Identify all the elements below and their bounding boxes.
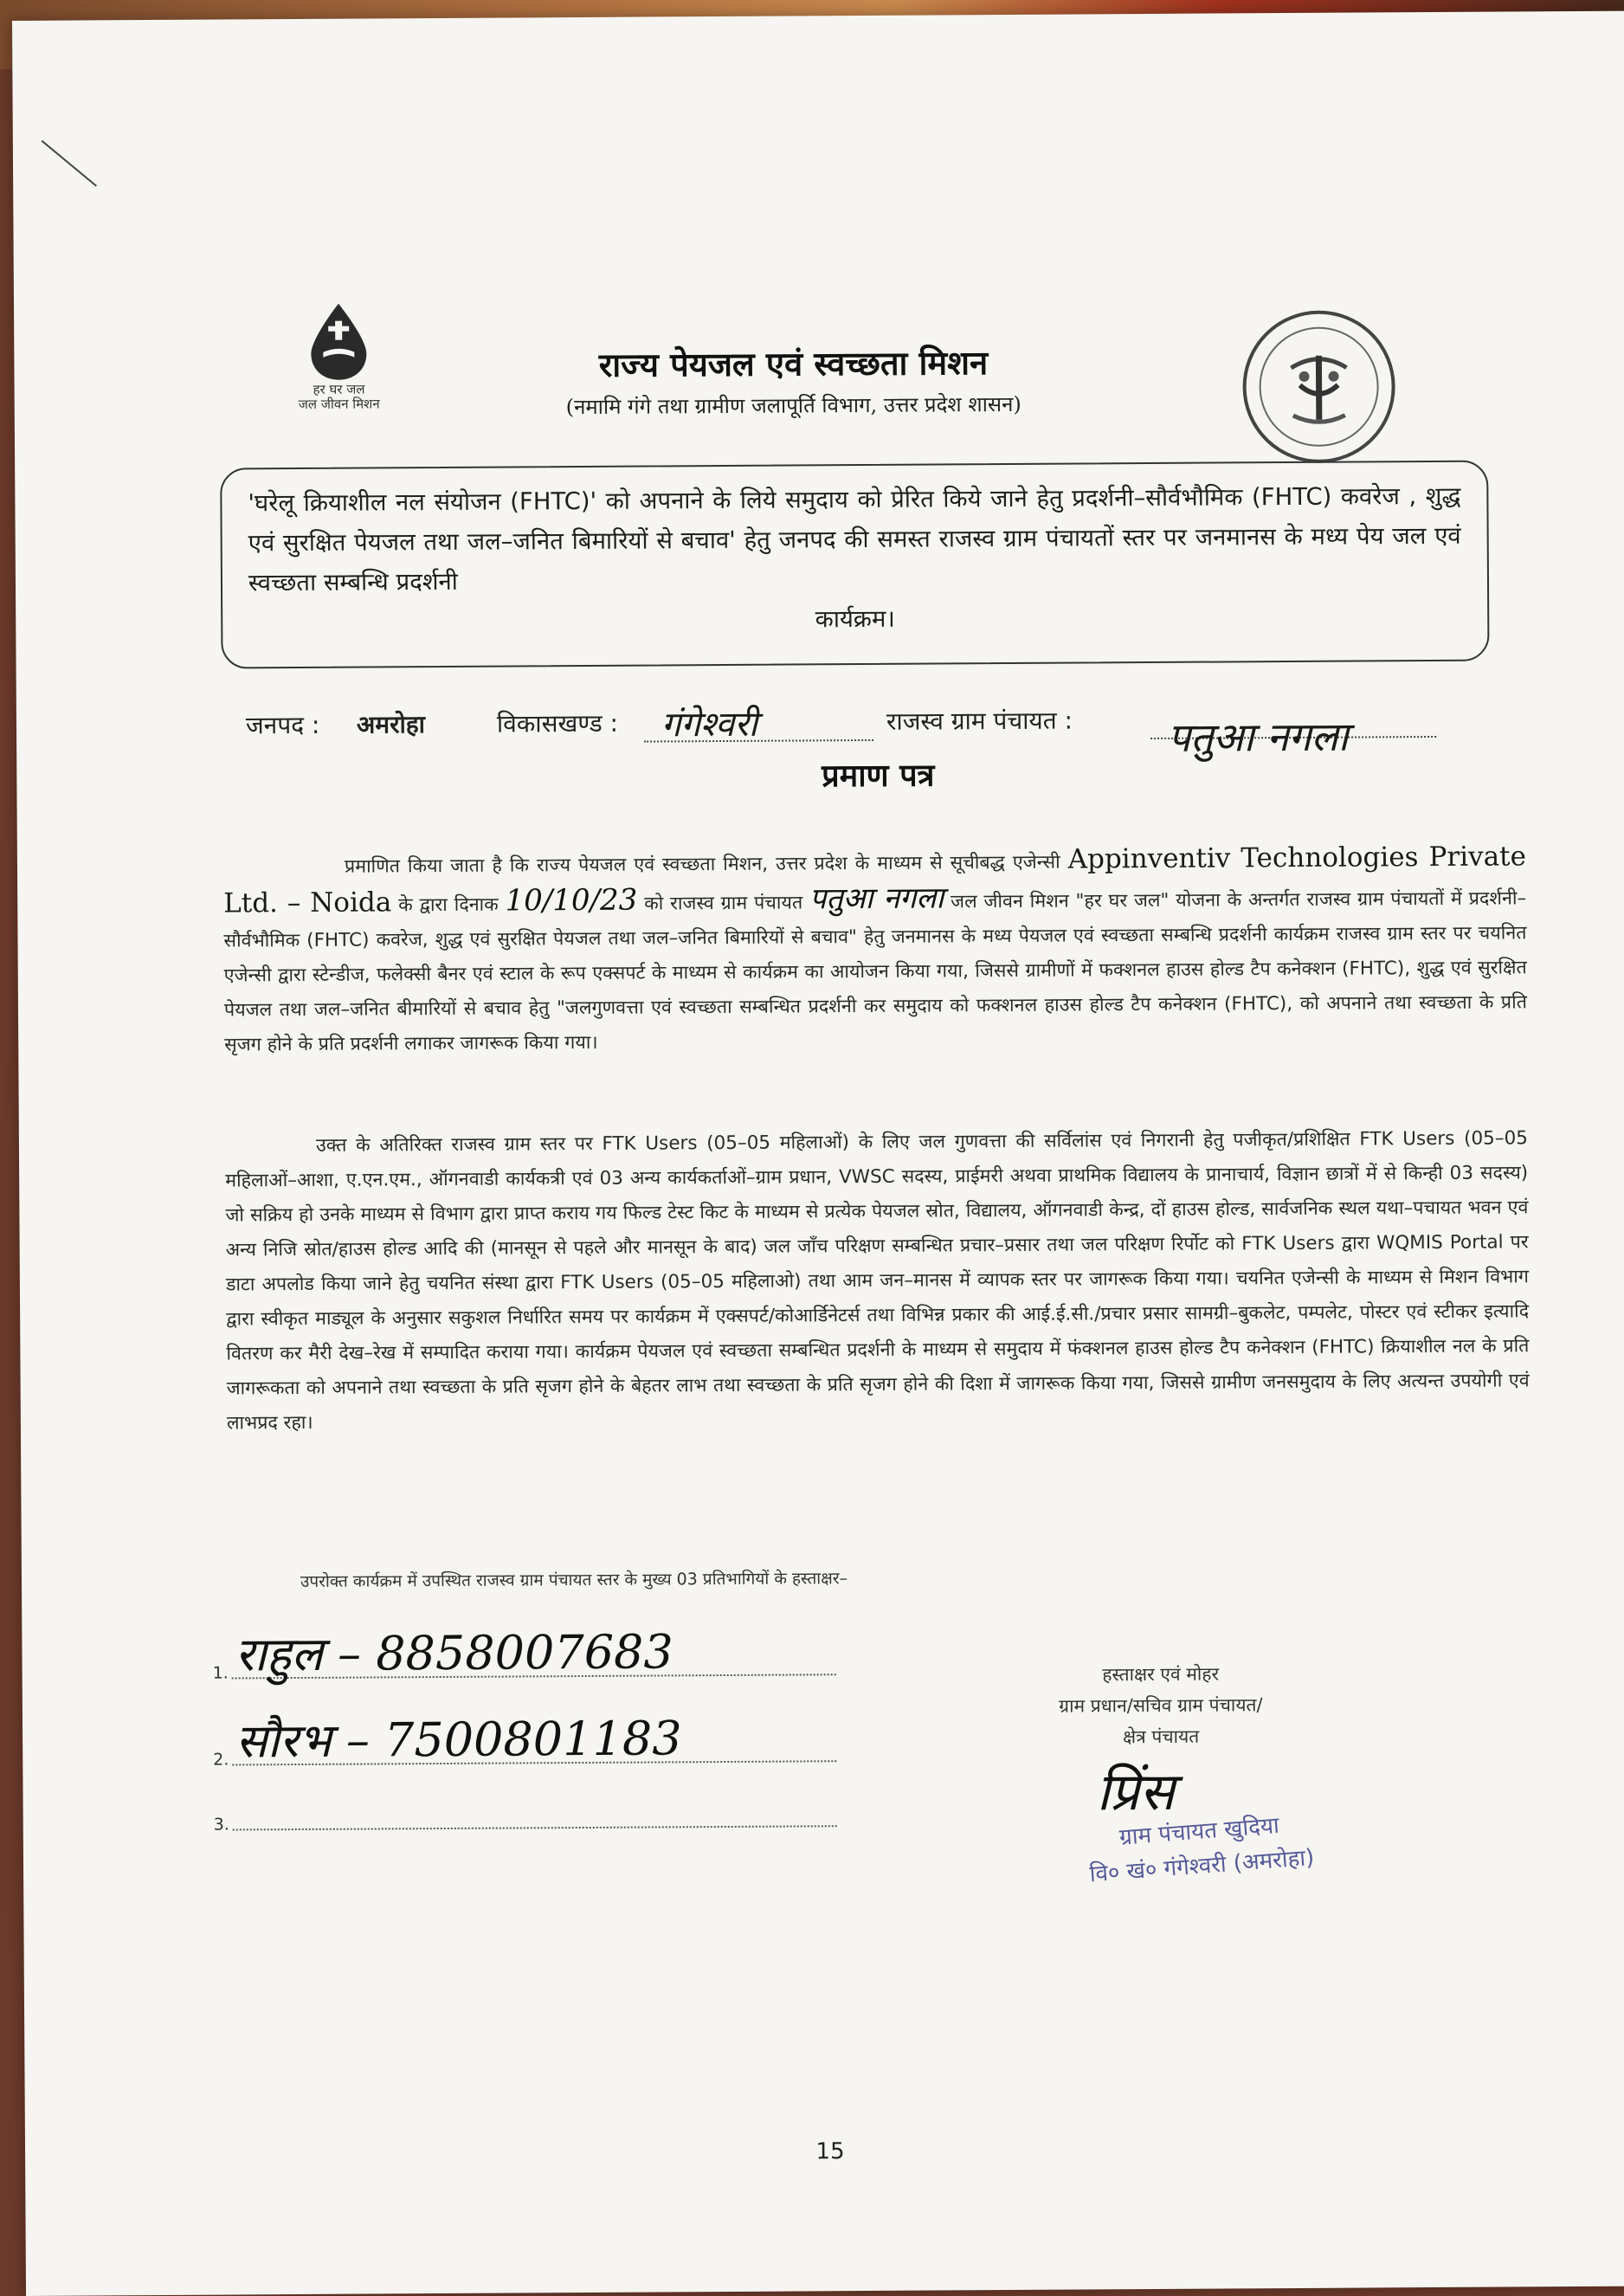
location-fields <box>246 701 1458 761</box>
certificate-paragraph-2: उक्त के अतिरिक्त राजस्व ग्राम स्तर पर FTK Users (05–05 महिलाओं) के लिए जल गुणवत्ता की सर्विलांस एवं निगरानी हेतु पजीकृत/प्रशिक्षित FTK Users (05–05 महिलाओं–आशा, ए.एन.एम., ऑगनवाडी कार्यकत्री एवं 03 अन्य कार्यकर्ताओं–ग्राम प्रधान, VWSC सदस्य, प्राईमरी अथवा प्राथमिक विद्यालय के प्रानाचार्य, विज्ञान छात्रों में से किन्ही 03 सदस्य) जो सक्रिय हो उनके माध्यम से विभाग द्वारा प्राप्त कराय गय फिल्ड टेस्ट किट के माध्यम से प्रत्येक पेयजल स्रोत, विद्यालय, ऑगनवाडी केन्द्र, दों हाउस होल्ड, सार्वजनिक स्थल यथा–पचायत भवन एवं अन्य निजि स्रोत/हाउस होल्ड आदि की (मानसून से पहले और मानसून के बाद) जल जाँच परिक्षण सम्बन्धित प्रचार–प्रसार तथा जल परिक्षण रिर्पोट को FTK Users द्वारा WQMIS Portal पर डाटा अपलोड किया जाने हेतु चयनित संस्था द्वारा FTK Users (05–05 महिलाओ) तथा आम जन–मानस में व्यापक स्तर पर जागरूक किया गया। चयनित एजेन्सी के माध्यम से मिशन विभाग द्वारा स्वीकृत माड्यूल के अनुसार सकुशल निर्धारित समय पर कार्यक्रम में एक्सपर्ट/कोआर्डिनेटर्स तथा विभिन्न प्रकार की आई.ई.सी./प्रचार प्रसार सामग्री–बुकलेट, पम्पलेट, पोस्टर एवं स्टीकर इत्यादि वितरण कर मैरी देख–रेख में सम्पादित कराया गया। कार्यक्रम पेयजल एवं स्वच्छता सम्बन्धित प्रदर्शनी के माध्यम से समुदाय में फंक्शनल हाउस होल्ड टैप कनेक्शन (FHTC) क्रियाशील नल के प्रति जागरूकता को अपनाने तथा स्वच्छता के प्रति सृजग होने के बेहतर लाभ तथा स्वच्छता के प्रति सृजग होने की दिशा में जागरूक किया गया, जिससे ग्रामीण जनसमुदाय के लिए अत्यन्त उपयोगी एवं लाभप्रद रहा। <box>225 1127 1530 1435</box>
agency-name: Appinventiv Technologies Private Ltd. – Noida <box>223 841 1527 919</box>
para1-part4: जल जीवन मिशन "हर घर जल" योजना के अन्तर्गत राजस्व ग्राम पंचायतों में प्रदर्शनी–सौर्वभौमिक (FHTC) कवरेज, शुद्ध एवं सुरक्षित पेयजल तथा जल–जनित बिमारियों से बचाव" हेतु जनमानस के मध्य पेयजल एवं स्वच्छता सम्बन्धि प्रदर्शनी कार्यक्रम राजस्व ग्राम स्तर पर चयनित एजेन्सी द्वारा स्टेन्डीज, फलेक्सी बैनर एवं स्टाल के रूप एक्सपर्ट के माध्यम से कार्यक्रम का आयोजन किया गया, जिससे ग्रामीणों में फक्शनल हाउस होल्ड टैप कनेक्शन (FHTC), शुद्ध एवं सुरक्षित पेयजल तथा जल–जनित बीमारियों से बचाव हेतु "जलगुणवत्ता एवं स्वच्छता सम्बन्धित प्रदर्शनी कर समुदाय को फक्शनल हाउस होल्ड टैप कनेक्शन (FHTC), को अपनाने तथा स्वच्छता के प्रति सृजग होने के प्रति प्रदर्शनी लगाकर जागरूक किया गया। <box>223 887 1528 1056</box>
logo-text: हर घर जल जल जीवन मिशन <box>298 381 380 412</box>
handwritten-signature: सौरभ – 7500801183 <box>235 1711 682 1769</box>
page-number: 15 <box>815 2138 845 2165</box>
subject-text: 'घरेलू क्रियाशील नल संयोजन (FHTC)' को अपनाने के लिये समुदाय को प्रेरित किये जाने हेतु प्रदर्शनी–सौर्वभौमिक (FHTC) कवरेज , शुद्ध एवं सुरक्षित पेयजल तथा जल–जनित बिमारियों से बचाव' हेतु जनपद की समस्त राजस्व ग्राम पंचायतों स्तर पर जनमानस के मध्य पेय जल एवं स्वच्छता सम्बन्धि प्रदर्शनी <box>248 481 1461 597</box>
certificate-title: प्रमाण पत्र <box>822 758 935 795</box>
para1-part2: के द्वारा दिनाक <box>398 893 499 917</box>
signature-number: 2. <box>213 1750 229 1770</box>
participant-signature-1 <box>212 1622 922 1687</box>
block-label: विकासखण्ड : <box>496 708 619 738</box>
para1-part1: प्रमाणित किया जाता है कि राज्य पेयजल एवं स्वच्छता मिशन, उत्तर प्रदेश के माध्यम से सूचीबद्ध एजेन्सी <box>344 851 1060 878</box>
participants-intro: उपरोक्त कार्यक्रम में उपस्थित राजस्व ग्राम पंचायत स्तर के मुख्य 03 प्रतिभागियों के हस्ताक्षर– <box>300 1569 848 1591</box>
block-handwritten-value: गंगेश्वरी <box>661 704 758 745</box>
stamp-line-2: वि० खं० गंगेश्वरी (अमरोहा) <box>1088 1844 1316 1888</box>
signature-dotted-line <box>233 1825 837 1830</box>
up-government-emblem <box>1239 306 1400 468</box>
har-ghar-jal-logo <box>282 300 396 430</box>
district-label: जनपद : <box>245 710 320 740</box>
page-title: राज्य पेयजल एवं स्वच्छता मिशन <box>598 343 989 384</box>
signatory-line-1: हस्ताक्षर एवं मोहर <box>1102 1663 1220 1686</box>
page-subtitle: (नमामि गंगे तथा ग्रामीण जलापूर्ति विभाग, उत्तर प्रदेश शासन) <box>565 391 1021 420</box>
document-page <box>12 11 1624 2296</box>
signatory-line-2: ग्राम प्रधान/सचिव ग्राम पंचायत/ <box>1059 1694 1263 1717</box>
signatory-block <box>975 1658 1348 1754</box>
pradhan-signature: प्रिंस <box>1096 1761 1175 1823</box>
panchayat-label: राजस्व ग्राम पंचायत : <box>886 706 1073 736</box>
signature-number: 3. <box>213 1815 229 1835</box>
participant-signature-3 <box>213 1773 923 1838</box>
signature-number: 1. <box>212 1663 229 1683</box>
emblem-seal-icon <box>1239 306 1400 468</box>
certificate-paragraph-1 <box>223 839 1527 1062</box>
handwritten-date: 10/10/23 <box>505 882 638 919</box>
handwritten-signature: राहुल – 8858007683 <box>235 1624 673 1682</box>
staple-mark <box>42 140 97 187</box>
stamp-line-1: ग्राम पंचायत खुदिया <box>1118 1812 1280 1851</box>
panchayat-handwritten-value: पतुआ नगला <box>1167 713 1349 761</box>
subject-box <box>220 461 1489 669</box>
handwritten-panchayat: पतुआ नगला <box>809 880 944 917</box>
para1-part3: को राजस्व ग्राम पंचायत <box>644 892 803 915</box>
district-value: अमरोहा <box>356 710 426 739</box>
official-stamp <box>1016 1801 1384 1898</box>
subject-last-line: कार्यक्रम। <box>815 604 895 634</box>
participant-signature-2 <box>213 1708 923 1773</box>
water-drop-icon <box>304 300 374 382</box>
signatory-line-3: क्षेत्र पंचायत <box>1122 1725 1200 1748</box>
